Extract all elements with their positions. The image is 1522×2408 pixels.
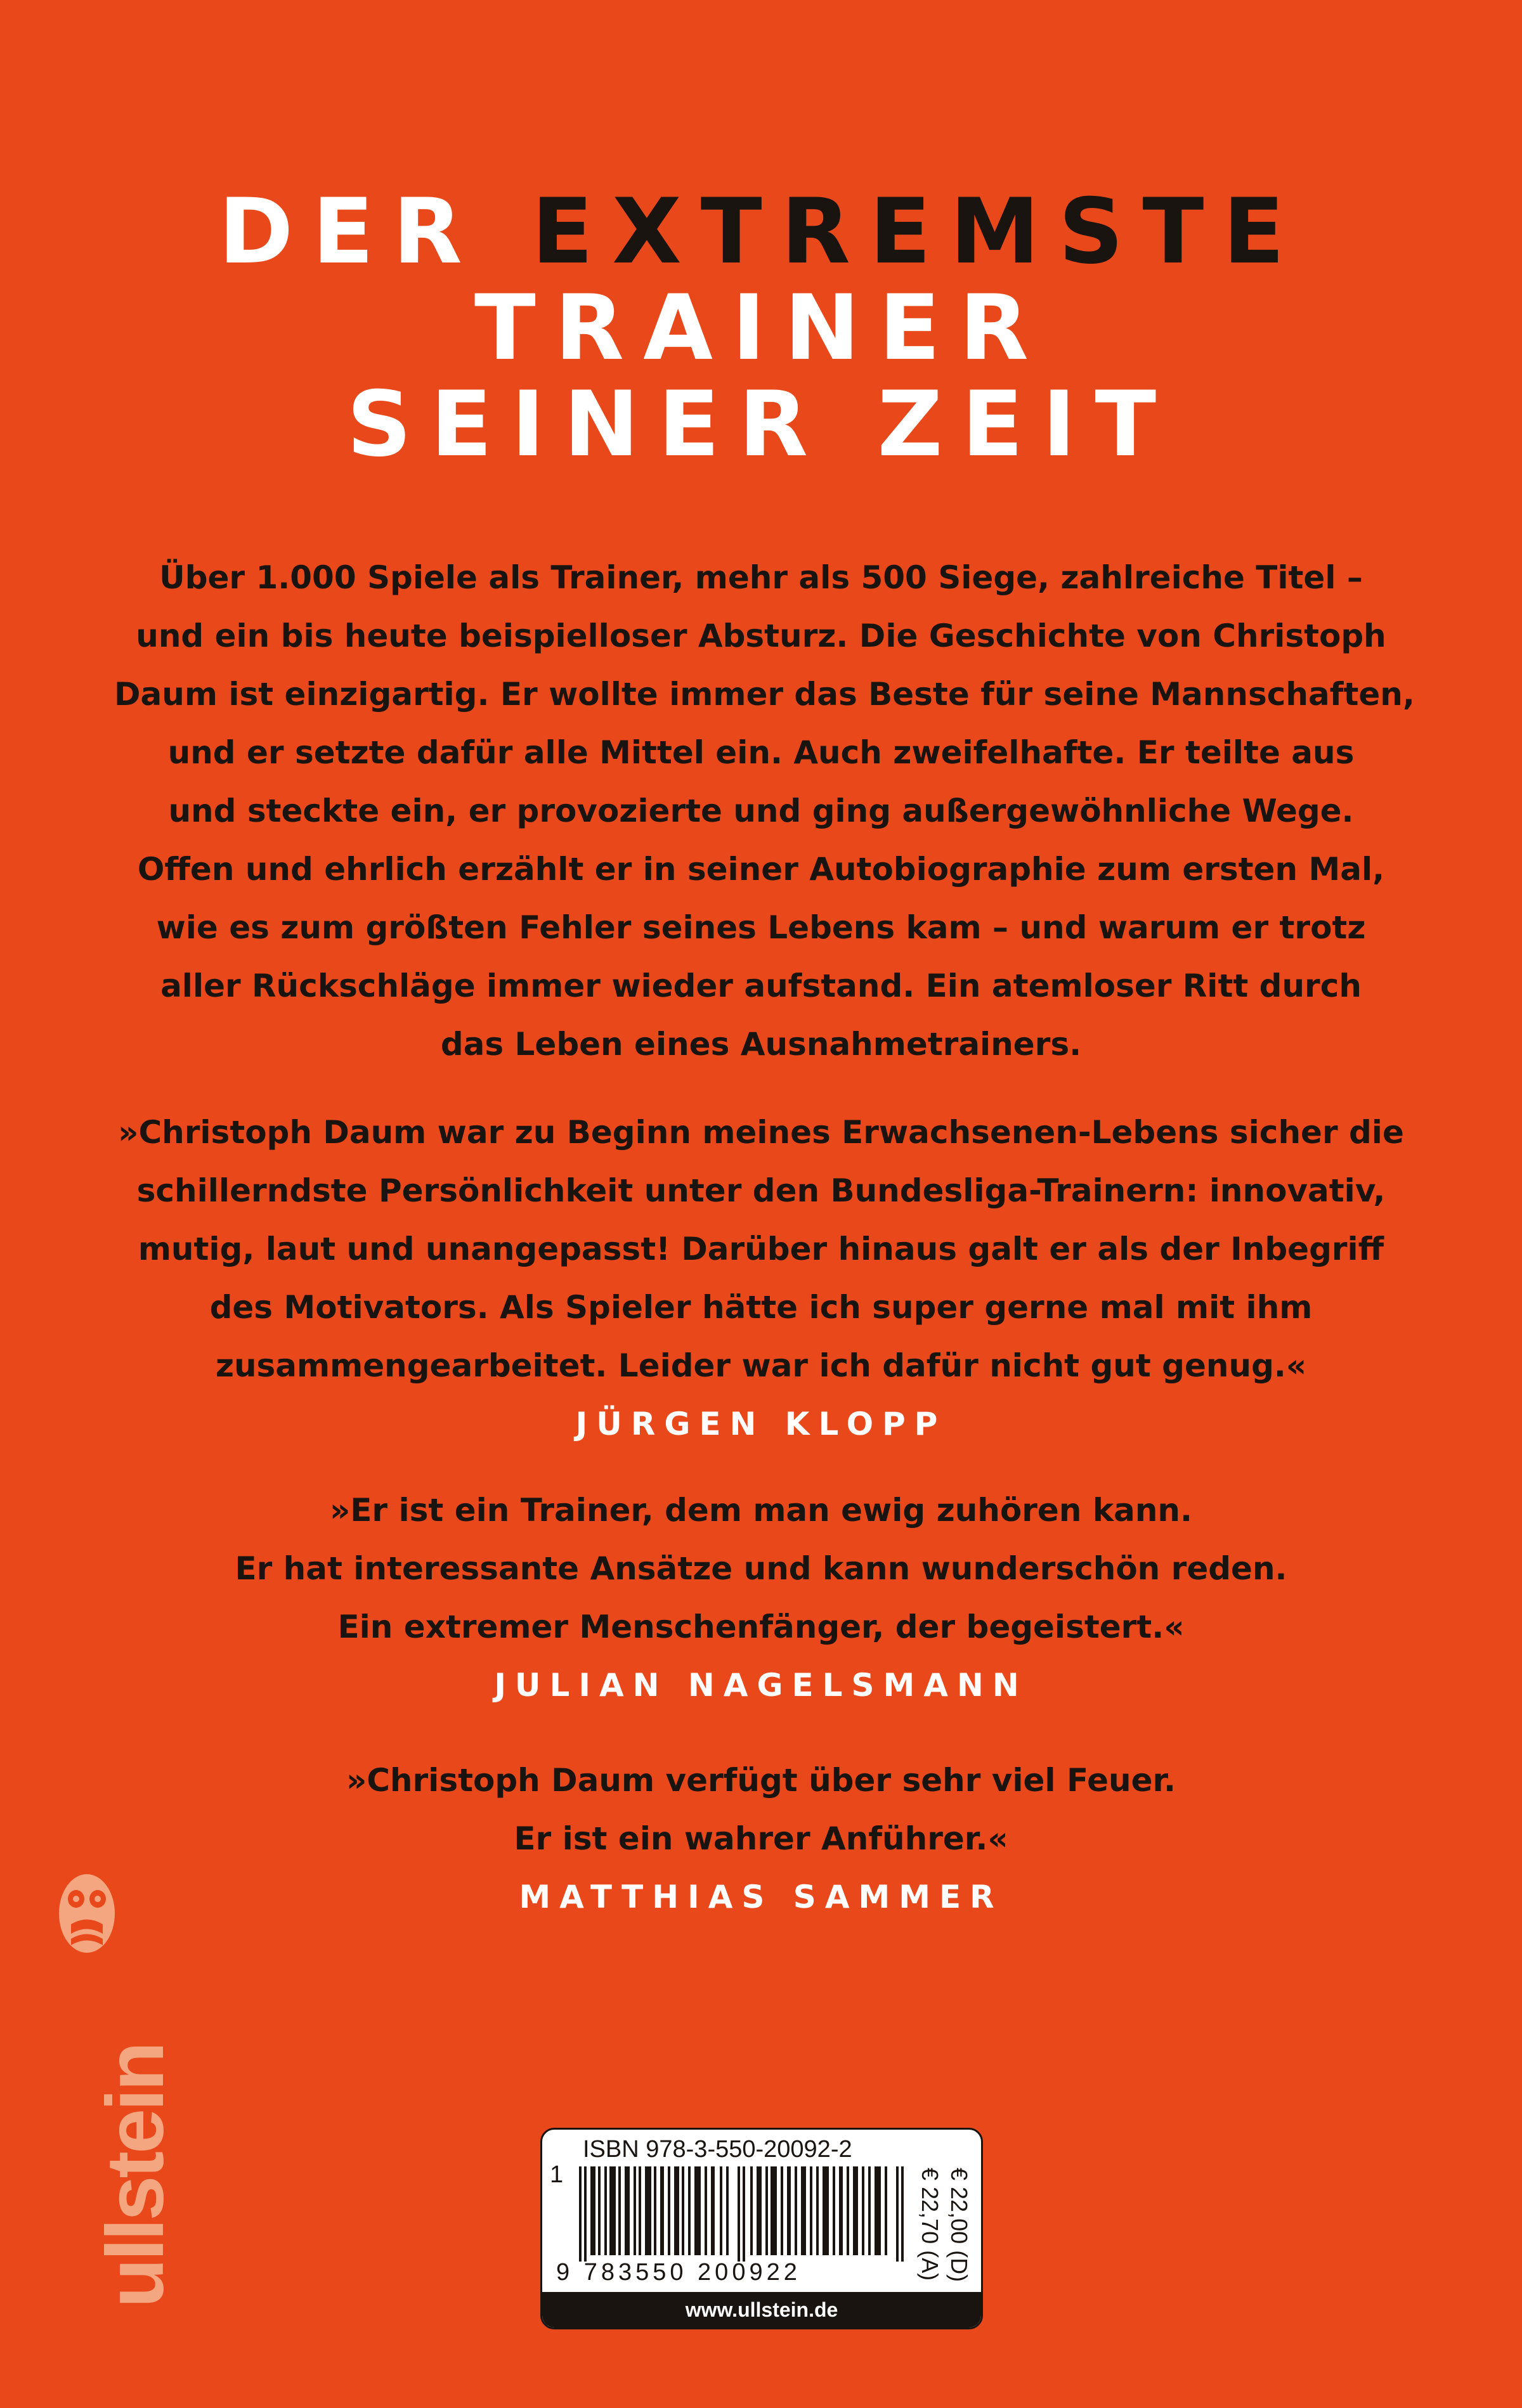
publisher-name: ullstein: [90, 2043, 181, 2308]
quote-line: Ein extremer Menschenfänger, der begeistert.«: [337, 1609, 1185, 1645]
quote-sammer: [101, 1751, 1421, 1926]
quote-author: JULIAN NAGELSMANN: [494, 1667, 1028, 1704]
blurb-line: und er setzte dafür alle Mittel ein. Auch zweifelhafte. Er teilte aus: [167, 734, 1355, 771]
blurb-line: aller Rückschläge immer wieder aufstand. Ein atemloser Ritt durch: [160, 968, 1362, 1004]
title-word-der: DER: [218, 179, 481, 284]
quote-line: des Motivators. Als Spieler hätte ich super gerne mal mit ihm: [209, 1289, 1313, 1326]
barcode-bars: [579, 2166, 909, 2262]
quote-line: zusammengearbeitet. Leider war ich dafür nicht gut genug.«: [215, 1347, 1307, 1384]
owl-logo-icon: [52, 1864, 122, 1959]
ean-digits: 9 783550 200922: [556, 2259, 801, 2286]
blurb-line: Offen und ehrlich erzählt er in seiner Autobiographie zum ersten Mal,: [137, 851, 1385, 888]
quote-line: »Er ist ein Trainer, dem man ewig zuhören kann.: [329, 1492, 1193, 1529]
quote-line: Er hat interessante Ansätze und kann wunderschön reden.: [235, 1550, 1287, 1587]
blurb-paragraph: [114, 548, 1415, 1073]
blurb-line: und ein bis heute beispielloser Absturz. Die Geschichte von Christoph: [136, 618, 1386, 654]
book-title: [0, 179, 1522, 477]
blurb-line: das Leben eines Ausnahmetrainers.: [440, 1026, 1082, 1063]
title-line-2: TRAINER: [474, 276, 1048, 380]
quote-line: »Christoph Daum war zu Beginn meines Erwachsenen-Lebens sicher die: [118, 1114, 1404, 1151]
publisher-logo: [38, 1864, 181, 2346]
quote-line: mutig, laut und unangepasst! Darüber hinaus galt er als der Inbegriff: [138, 1231, 1384, 1267]
title-line-1: [0, 179, 1522, 284]
title-line-3: SEINER ZEIT: [346, 372, 1176, 477]
publisher-url[interactable]: www.ullstein.de: [542, 2292, 981, 2327]
blurb-line: und steckte ein, er provozierte und ging außergewöhnliche Wege.: [168, 793, 1354, 829]
price-austria: € 22,70 (A): [917, 2168, 943, 2281]
quote-line: »Christoph Daum verfügt über sehr viel Feuer.: [346, 1762, 1176, 1799]
quote-nagelsmann: [101, 1481, 1421, 1714]
barcode-left-digit: 1: [550, 2161, 564, 2188]
isbn-label: ISBN 978-3-550-20092-2: [583, 2136, 852, 2163]
quote-author: JÜRGEN KLOPP: [575, 1406, 947, 1442]
blurb-line: Über 1.000 Spiele als Trainer, mehr als 500 Siege, zahlreiche Titel –: [159, 559, 1363, 596]
barcode-panel: [540, 2128, 983, 2329]
price-germany: € 22,00 (D): [946, 2168, 972, 2282]
quote-author: MATTHIAS SAMMER: [519, 1879, 1003, 1915]
blurb-line: Daum ist einzigartig. Er wollte immer das Beste für seine Mannschaften,: [114, 676, 1415, 713]
title-word-extremste: EXTREMSTE: [531, 179, 1304, 284]
price-block: [916, 2168, 980, 2295]
quote-line: Er ist ein wahrer Anführer.«: [514, 1820, 1008, 1857]
blurb-line: wie es zum größten Fehler seines Lebens kam – und warum er trotz: [156, 909, 1366, 946]
quote-klopp: [101, 1103, 1421, 1453]
quote-line: schillerndste Persönlichkeit unter den Bundesliga-Trainern: innovativ,: [136, 1172, 1386, 1209]
